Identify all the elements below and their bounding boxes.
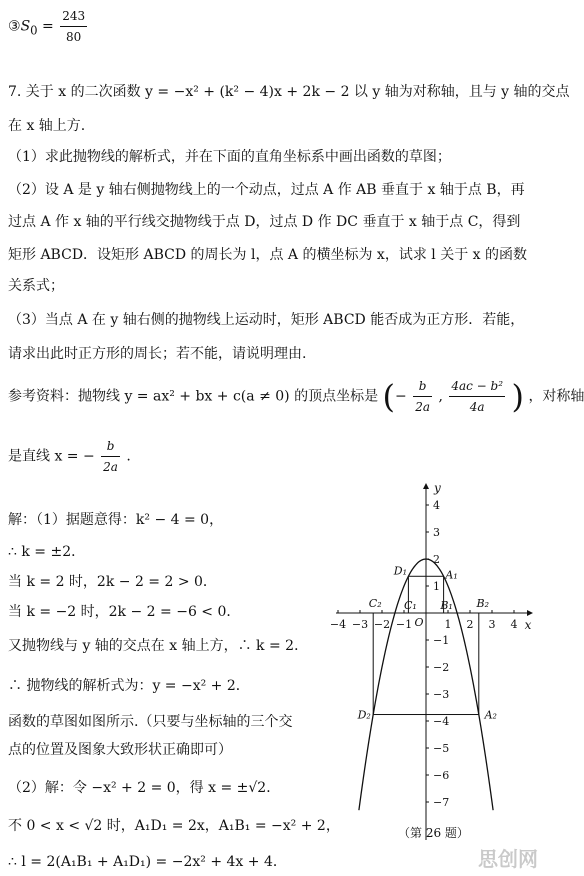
problem-line-1: 7. 关于 x 的二次函数 y = −x² + (k² − 4)x + 2k − 2 以 y 轴为对称轴，且与 y 轴的交点	[8, 84, 570, 100]
header-answer: $③S_0$ = $\frac{243}{80}$	[8, 6, 89, 47]
solution-line-9: （2）解：令 −x² + 2 = 0，得 x = ±√2．	[8, 780, 281, 796]
solution-line-7: 函数的草图如图所示.（只要与坐标轴的三个交	[8, 714, 293, 730]
point-label-c2: C₂	[368, 597, 382, 610]
solution-line-3: 当 k = 2 时，2k − 2 = 2 > 0．	[8, 574, 217, 590]
coordinate-figure	[330, 478, 540, 844]
y-tick-label: −6	[433, 769, 450, 782]
point-label-c1: C₁	[403, 599, 417, 612]
y-tick-label: 2	[433, 553, 440, 566]
x-tick-label: −1	[395, 618, 413, 631]
y-tick-label: −4	[433, 715, 450, 728]
x-tick-label: −4	[329, 618, 347, 631]
y-tick-label: 3	[433, 526, 440, 539]
axis-line: 是直线 x = − $\frac{b}{2a}$ .	[8, 436, 131, 477]
point-label-a2: A₂	[484, 708, 497, 722]
problem-line-4: （2）设 A 是 y 轴右侧抛物线上的一个动点，过点 A 作 AB 垂直于 x 轴于点 B，再	[8, 182, 525, 198]
solution-line-11: ∴ l = 2(A₁B₁ + A₁D₁) = −2x² + 4x + 4．	[8, 854, 287, 870]
point-label-a1: A₁	[445, 568, 458, 582]
point-label-d1: D₁	[393, 564, 408, 578]
problem-line-5: 过点 A 作 x 轴的平行线交抛物线于点 D，过点 D 作 DC 垂直于 x 轴于点 C，得到	[8, 214, 521, 230]
solution-line-5: 又抛物线与 y 轴的交点在 x 轴上方，∴ k = 2．	[8, 638, 309, 654]
solution-line-2: ∴ k = ±2．	[8, 544, 86, 560]
problem-line-8: （3）当点 A 在 y 轴右侧的抛物线上运动时，矩形 ABCD 能否成为正方形．若能，	[8, 312, 525, 328]
watermark: 思创网	[478, 847, 538, 871]
y-tick-label: −5	[433, 742, 450, 755]
problem-line-7: 关系式；	[8, 278, 64, 294]
y-tick-label: −1	[433, 634, 450, 647]
y-tick-label: −3	[433, 688, 450, 701]
point-label-b1: B₁	[440, 599, 453, 612]
reference-line: 参考资料：抛物线 y = ax² + bx + c(a ≠ 0) 的顶点坐标是 (− $\frac{b}{2a}$ , $\frac{\text{4ac − b²}}{4a}$ ) ，对称轴	[8, 377, 584, 416]
y-tick-label: −7	[433, 796, 450, 809]
x-tick-label: 3	[488, 618, 496, 631]
problem-line-9: 请求出此时正方形的周长；若不能，请说明理由.	[8, 346, 307, 362]
x-tick-label: −2	[373, 618, 391, 631]
x-axis-label: x	[524, 618, 532, 632]
y-tick-label: 4	[433, 499, 440, 512]
figure-caption: （第 26 题）	[398, 826, 469, 840]
x-tick-label: 2	[466, 618, 474, 631]
x-tick-label: 1	[444, 618, 452, 631]
solution-line-4: 当 k = −2 时，2k − 2 = −6 < 0．	[8, 604, 241, 620]
x-tick-label: −3	[351, 618, 369, 631]
point-label-b2: B₂	[476, 597, 490, 610]
y-tick-label: −2	[433, 661, 450, 674]
y-axis-label: y	[434, 481, 441, 495]
problem-line-2: 在 x 轴上方.	[8, 118, 86, 134]
x-tick-label: 4	[510, 618, 518, 631]
y-tick-label: 1	[433, 580, 440, 593]
origin-label: O	[414, 616, 424, 629]
solution-line-10: 不 0 < x < √2 时，A₁D₁ = 2x，A₁B₁ = −x² + 2，	[8, 818, 340, 834]
problem-line-6: 矩形 ABCD．设矩形 ABCD 的周长为 l，点 A 的横坐标为 x，试求 l 关于 x 的函数	[8, 247, 527, 263]
point-label-d2: D₂	[357, 708, 371, 722]
solution-line-6: ∴ 抛物线的解析式为：y = −x² + 2．	[8, 678, 250, 694]
solution-line-8: 点的位置及图象大致形状正确即可）	[8, 742, 232, 758]
problem-line-3: （1）求此抛物线的解析式，并在下面的直角坐标系中画出函数的草图；	[8, 149, 451, 165]
solution-line-1: 解：（1）据题意得：k² − 4 = 0，	[8, 512, 224, 528]
